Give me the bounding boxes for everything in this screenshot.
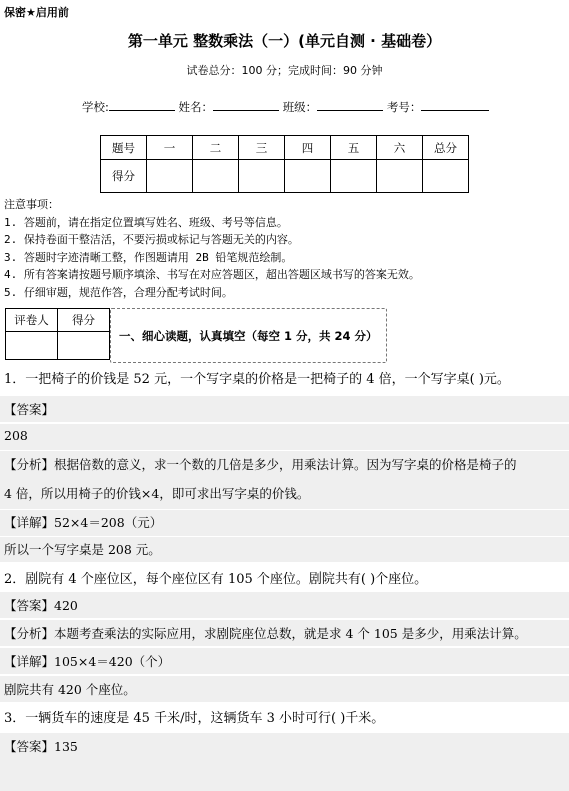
- score-cell: [377, 160, 423, 193]
- score-header-cell: 题号: [101, 136, 147, 160]
- answer-band: [0, 424, 569, 450]
- score-header-cell: 总分: [423, 136, 469, 160]
- score-cell: [147, 160, 193, 193]
- note-item: 4. 所有答案请按题号顺序填涂、书写在对应答题区，超出答题区域书写的答案无效。: [4, 268, 420, 281]
- note-item: 2. 保持卷面干整洁活，不要污损或标记与答题无关的内容。: [4, 233, 299, 246]
- score-cell: [423, 160, 469, 193]
- section-heading: 一、细心读题，认真填空（每空 1 分，共 24 分）: [119, 328, 378, 343]
- score-header-cell: 三: [239, 136, 285, 160]
- score-row-label: 得分: [101, 160, 147, 193]
- name-blank: [213, 99, 279, 111]
- notes-heading: 注意事项：: [4, 198, 59, 211]
- grader-cell: [6, 332, 58, 360]
- secret-label: 保密★启用前: [4, 6, 69, 19]
- grader-table: [5, 308, 110, 360]
- answer-label: 【答案】: [4, 402, 55, 417]
- analysis-line: 【分析】根据倍数的意义，求一个数的几倍是多少，用乘法计算。因为写字桌的价格是椅子的: [4, 457, 517, 472]
- number-label: 考号：: [386, 100, 422, 114]
- score-table: [100, 135, 469, 193]
- analysis-line: 【分析】本题考查乘法的实际应用，求剧院座位总数，就是求 4 个 105 是多少，用乘法计算。: [4, 626, 527, 641]
- question-3: 3．一辆货车的速度是 45 千米/时，这辆货车 3 小时可行( )千米。: [4, 711, 385, 726]
- student-info-line: [82, 99, 489, 115]
- school-blank: [109, 99, 175, 111]
- score-cell: [285, 160, 331, 193]
- score-cell: [193, 160, 239, 193]
- number-blank: [421, 99, 489, 111]
- note-item: 3. 答题时字迹清晰工整，作图题请用 2B 铅笔规范绘制。: [4, 250, 293, 264]
- answer-band: [0, 592, 569, 618]
- score-cell: [239, 160, 285, 193]
- analysis-line: 4 倍，所以用椅子的价钱×4，即可求出写字桌的价钱。: [4, 486, 310, 501]
- conclusion-line: 剧院共有 420 个座位。: [4, 682, 136, 697]
- conclusion-line: 所以一个写字桌是 208 元。: [4, 542, 161, 557]
- section-heading-box: [110, 308, 387, 363]
- score-header-cell: 一: [147, 136, 193, 160]
- answer-band: [0, 396, 569, 422]
- detail-line: 【详解】105×4＝420（个）: [4, 654, 171, 669]
- score-header-cell: 四: [285, 136, 331, 160]
- grader-label: 评卷人: [6, 309, 58, 332]
- answer-band: [0, 733, 569, 791]
- question-1: 1．一把椅子的价钱是 52 元，一个写字桌的价格是一把椅子的 4 倍，一个写字桌( )元。: [4, 372, 510, 387]
- score-cell: [331, 160, 377, 193]
- score-header-cell: 二: [193, 136, 239, 160]
- grader-score-label: 得分: [58, 309, 110, 332]
- page-title: 第一单元 整数乘法（一）(单元自测 · 基础卷）: [127, 32, 442, 50]
- answer-value: 208: [4, 428, 28, 443]
- class-label: 班级：: [282, 100, 318, 114]
- exam-notes: [4, 196, 420, 301]
- name-label: 姓名：: [178, 100, 214, 114]
- detail-line: 【详解】52×4＝208（元）: [4, 515, 163, 530]
- note-item: 1. 答题前，请在指定位置填写姓名、班级、考号等信息。: [4, 215, 288, 229]
- note-item: 5. 仔细审题，规范作答，合理分配考试时间。: [4, 285, 233, 299]
- grader-cell: [58, 332, 110, 360]
- score-header-cell: 六: [377, 136, 423, 160]
- class-blank: [317, 99, 383, 111]
- answer-line: 【答案】420: [4, 598, 78, 613]
- exam-subtitle: 试卷总分：100 分；完成时间：90 分钟: [186, 64, 383, 77]
- school-label: 学校:: [82, 100, 109, 114]
- question-2: 2．剧院有 4 个座位区，每个座位区有 105 个座位。剧院共有( )个座位。: [4, 572, 428, 587]
- answer-line: 【答案】135: [4, 739, 78, 754]
- score-header-cell: 五: [331, 136, 377, 160]
